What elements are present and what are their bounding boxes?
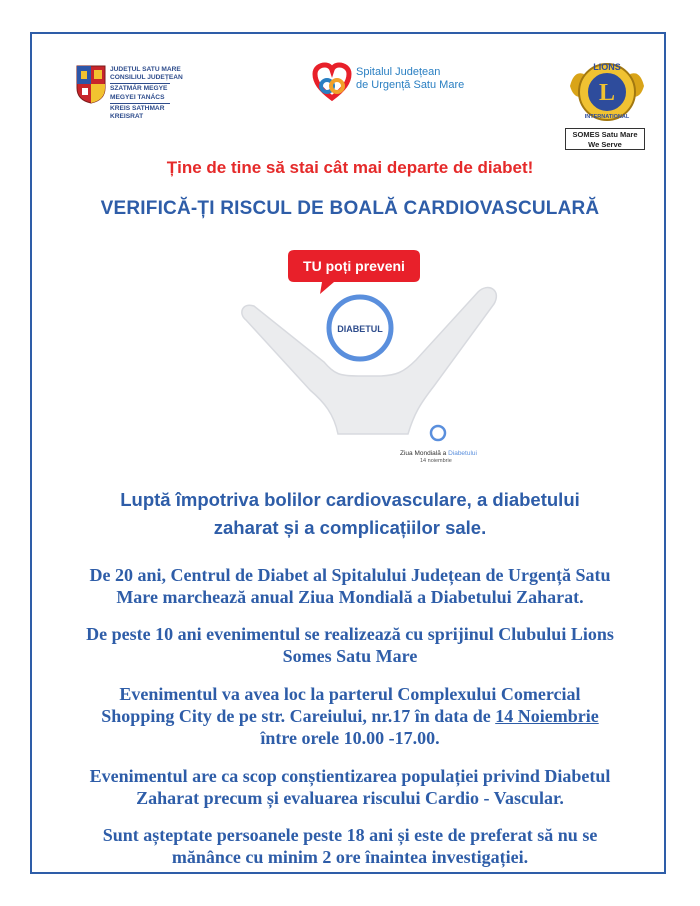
county-coat-of-arms-icon (76, 64, 106, 109)
wdd-mini-circle-icon (431, 426, 445, 440)
paragraph-requirements (40, 824, 660, 868)
county-line-1: JUDEȚUL SATU MARE (110, 66, 181, 73)
lions-caption-line2: We Serve (588, 139, 622, 149)
hospital-name-line1: Spitalul Județean (356, 66, 441, 78)
p1-line1: De 20 ani, Centrul de Diabet al Spitalului Județean de Urgență Satu (89, 565, 611, 585)
lions-caption-line1: SOMES Satu Mare (572, 130, 638, 139)
speech-bubble-text: TU poți preveni (303, 258, 405, 274)
p5-line1: Sunt așteptate persoanele peste 18 ani și este de preferat să nu se (102, 825, 598, 845)
headline: VERIFICĂ-ȚI RISCUL DE BOALĂ CARDIOVASCULARĂ (100, 198, 600, 219)
lions-caption (565, 128, 645, 150)
tagline: Ține de tine să stai cât mai departe de diabet! (166, 158, 534, 177)
p3-line1: Evenimentul va avea loc la parterul Complexului Comercial (119, 684, 581, 704)
p5-line2: mănânce cu minim 2 ore înaintea investigației. (171, 847, 529, 867)
world-diabetes-day-illustration (238, 244, 518, 457)
county-divider-2 (110, 103, 170, 104)
paragraph-purpose (40, 765, 660, 809)
county-line-2: CONSILIUL JUDEȚEAN (110, 74, 183, 82)
county-line-6: KREISRAT (110, 113, 144, 121)
paragraph-support (40, 623, 660, 667)
p4-line1: Evenimentul are ca scop conștientizarea populației privind Diabetul (89, 766, 611, 786)
fight-statement (0, 486, 700, 542)
p1-line2: Mare marchează anual Ziua Mondială a Diabetului Zaharat. (116, 587, 584, 607)
lions-logo-text: LIONS (593, 62, 621, 72)
paragraph-history (40, 564, 660, 608)
county-line-4: MEGYEI TANÁCS (110, 93, 165, 101)
lions-emblem-letter: L (598, 80, 616, 106)
hospital-logo-icon (312, 62, 352, 107)
county-line-5: KREIS SATHMAR (110, 104, 165, 112)
hospital-name-line2: de Urgență Satu Mare (356, 79, 465, 91)
fight-line2: zaharat și a complicațiilor sale. (213, 517, 487, 538)
event-date: 14 Noiembrie (495, 706, 599, 726)
p3-line3: între orele 10.00 -17.00. (260, 728, 440, 748)
county-line-3: SZATMÁR MEGYE (110, 85, 168, 93)
lions-emblem-icon (566, 56, 648, 133)
p3-line2-prefix: Shopping City de pe str. Careiului, nr.17 în data de (101, 706, 496, 726)
county-council-text (110, 66, 183, 121)
wdd-line1: Ziua Mondială a Diabetului (400, 450, 477, 457)
p2-line2: Somes Satu Mare (282, 646, 418, 666)
p4-line2: Zaharat precum și evaluarea riscului Cardio - Vascular. (136, 788, 564, 808)
circle-label: DIABETUL (337, 324, 383, 334)
lions-ring-text: INTERNATIONAL (584, 114, 630, 120)
hospital-name (356, 66, 464, 92)
p3-line2 (40, 705, 660, 727)
fight-line1: Luptă împotriva bolilor cardiovasculare, a diabetului (120, 489, 580, 510)
paragraph-location (40, 683, 660, 749)
wdd-date: 14 noiembrie (420, 458, 452, 464)
p2-line1: De peste 10 ani evenimentul se realizează cu sprijinul Clubului Lions (86, 624, 614, 644)
